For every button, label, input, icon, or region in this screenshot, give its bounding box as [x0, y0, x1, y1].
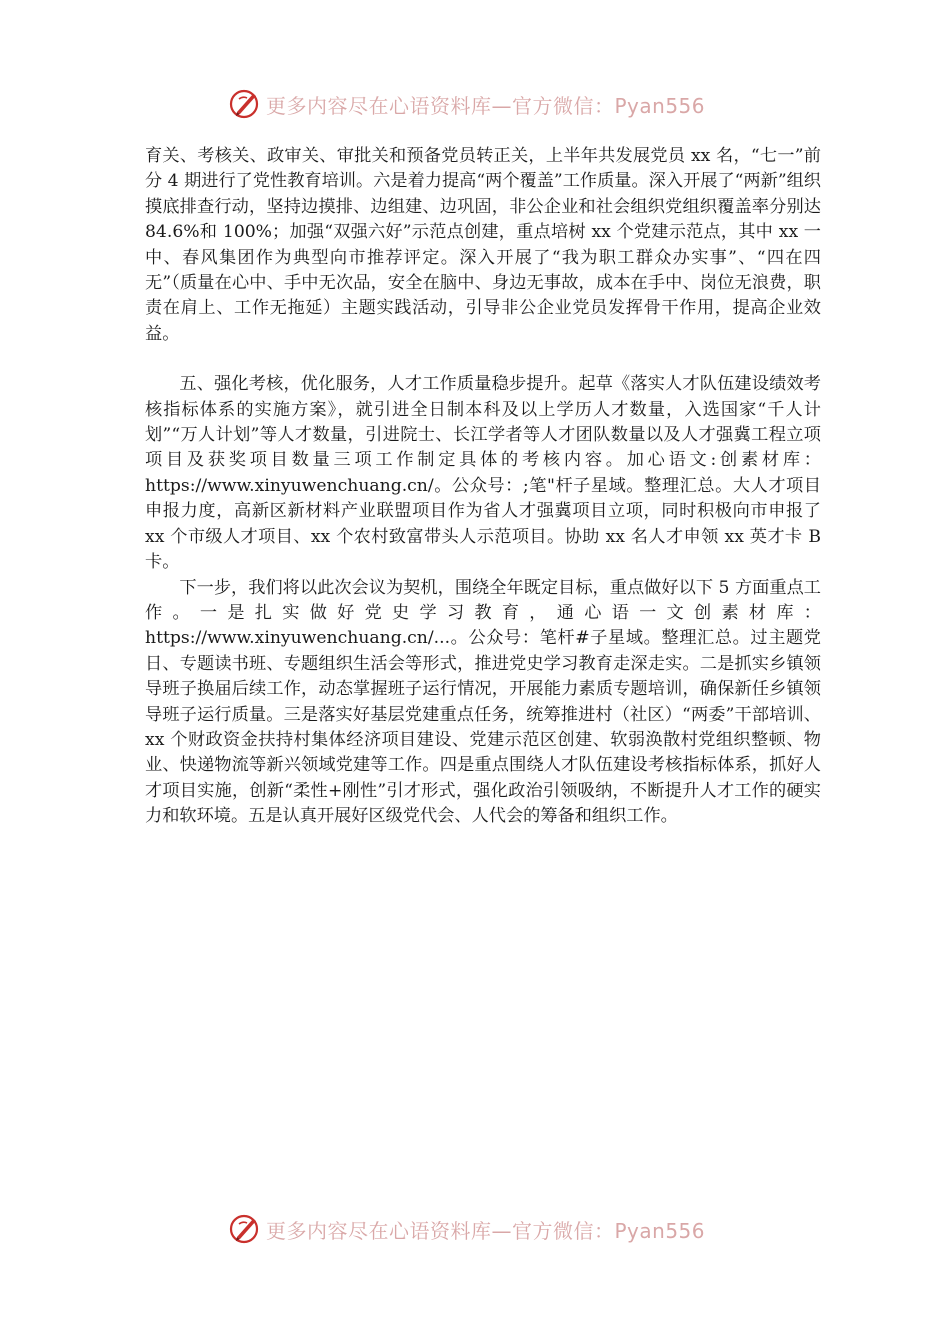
paragraph-continued: 育关、考核关、政审关、审批关和预备党员转正关，上半年共发展党员 xx 名，“七一”前分 4 期进行了党性教育培训。六是着力提高“两个覆盖”工作质量。深入开展了“两新”组织摸底排查行动，坚持边摸排、边组建、边巩固，非公企业和社会组织党组织覆盖率分别达 84.6%和 100%；加强“双强六好”示范点创建，重点培树 xx 个党建示范点，其中 xx 一中、春风集团作为典型向市推荐评定。深入开展了“我为职工群众办实事”、“四在四无”（质量在心中、手中无次品，安全在脑中、身边无事故，成本在手中、岗位无浪费，职责在肩上、工作无拖延）主题实践活动，引导非公企业党员发挥骨干作用，提高企业效益。: [145, 146, 821, 344]
header-banner: [228, 84, 705, 124]
footer-banner-text: 更多内容尽在心语资料库—官方微信：Pyan556: [266, 1218, 706, 1243]
pen-circle-logo-icon: [228, 87, 262, 121]
paragraph-next-steps: 下一步，我们将以此次会议为契机，围绕全年既定目标，重点做好以下 5 方面重点工作。一是扎实做好党史学习教育，通心语一文创素材库：https://www.xinyuwenchuang.cn/...。公众号：笔杆#子星域。整理汇总。过主题党日、专题读书班、专题组织生活会等形式，推进党史学习教育走深走实。二是抓实乡镇领导班子换届后续工作，动态掌握班子运行情况，开展能力素质专题培训，确保新任乡镇领导班子运行质量。三是落实好基层党建重点任务，统筹推进村（社区）“两委”干部培训、xx 个财政资金扶持村集体经济项目建设、党建示范区创建、软弱涣散村党组织整顿、物业、快递物流等新兴领域党建等工作。四是重点围绕人才队伍建设考核指标体系，抓好人才项目实施，创新“柔性+刚性”引才形式，强化政治引领吸纳，不断提升人才工作的硬实力和软环境。五是认真开展好区级党代会、人代会的筹备和组织工作。: [145, 577, 821, 827]
document-body: [145, 144, 821, 830]
pen-circle-logo-icon: [228, 1212, 262, 1246]
footer-banner: [228, 1209, 705, 1249]
header-banner-text: 更多内容尽在心语资料库—官方微信：Pyan556: [266, 93, 706, 118]
paragraph-section-five: 五、强化考核，优化服务，人才工作质量稳步提升。起草《落实人才队伍建设绩效考核指标体系的实施方案》，就引进全日制本科及以上学历人才数量，入选国家“千人计划”“万人计划”等人才数量，引进院士、长江学者等人才团队数量以及人才强冀工程立项项目及获奖项目数量三项工作制定具体的考核内容。加心语文:创素材库：https://www.xinyuwenchuang.cn/。公众号：;笔"杆子星域。整理汇总。大人才项目申报力度，高新区新材料产业联盟项目作为省人才强冀项目立项，同时积极向市申报了 xx 个市级人才项目、xx 个农村致富带头人示范项目。协助 xx 名人才申领 xx 英才卡 B 卡。: [145, 374, 821, 573]
